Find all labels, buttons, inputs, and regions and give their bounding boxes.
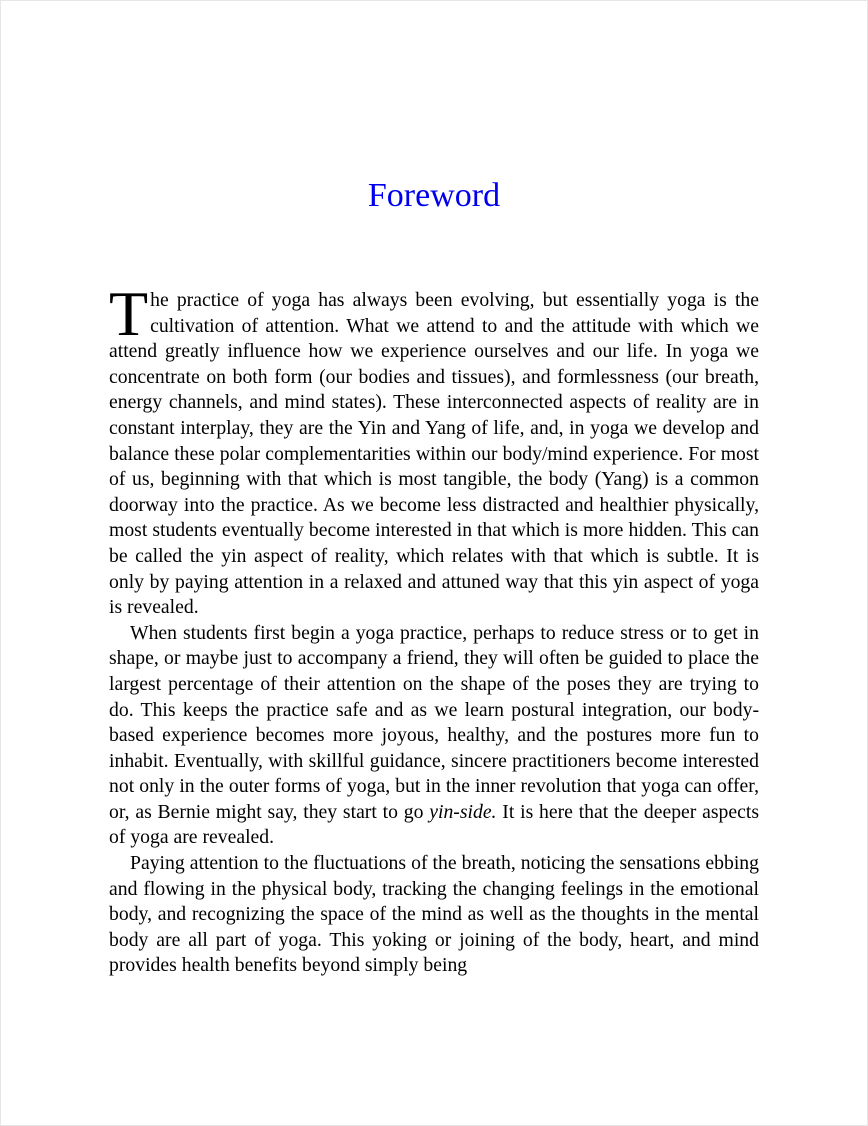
- paragraph-3-text: Paying attention to the fluctuations of the breath, noticing the sensations ebbing and flowing in the physical body, tracking the changing feelings in the emotional body, and recognizing the space of the mind as well as the thoughts in the mental body are all part of yoga. This yoking or joining of the body, heart, and mind provides health benefits beyond simply being: [109, 852, 759, 977]
- paragraph-1: [109, 278, 759, 621]
- paragraph-1-text: he practice of yoga has always been evolving, but essentially yoga is the cultivation of attention. What we attend to and the attitude with which we attend greatly influence how we experience ourselves and our life. In yoga we concentrate on both form (our bodies and tissues), and formlessness (our breath, energy channels, and mind states). These interconnected aspects of reality are in constant interplay, they are the Yin and Yang of life, and, in yoga we develop and balance these polar complementarities within our body/mind experience. For most of us, beginning with that which is most tangible, the body (Yang) is a common doorway into the practice. As we become less distracted and healthier physically, most students eventually become interested in that which is more hidden. This can be called the yin aspect of reality, which relates with that which is subtle. It is only by paying attention in a relaxed and attuned way that this yin aspect of yoga is revealed.: [109, 289, 759, 619]
- paragraph-3: [109, 851, 759, 979]
- body-text: [109, 278, 759, 979]
- drop-cap: T: [109, 278, 149, 349]
- italic-term: yin-side.: [429, 800, 497, 823]
- page-title: Foreword: [367, 177, 501, 214]
- paragraph-2-text-start: When students first begin a yoga practice, perhaps to reduce stress or to get in shape, or maybe just to accompany a friend, they will often be guided to place the largest percentage of their attention on the shape of the poses they are trying to do. This keeps the practice safe and as we learn postural integration, our body-based experience becomes more joyous, healthy, and the postures more fun to inhabit. Eventually, with skillful guidance, sincere practitioners become interested not only in the outer forms of yoga, but in the inner revolution that yoga can offer, or, as Bernie might say, they start to go: [109, 621, 759, 823]
- paragraph-2-text-end: It is here that the deeper aspects of yoga are revealed.: [109, 800, 759, 849]
- paragraph-2: [109, 621, 759, 851]
